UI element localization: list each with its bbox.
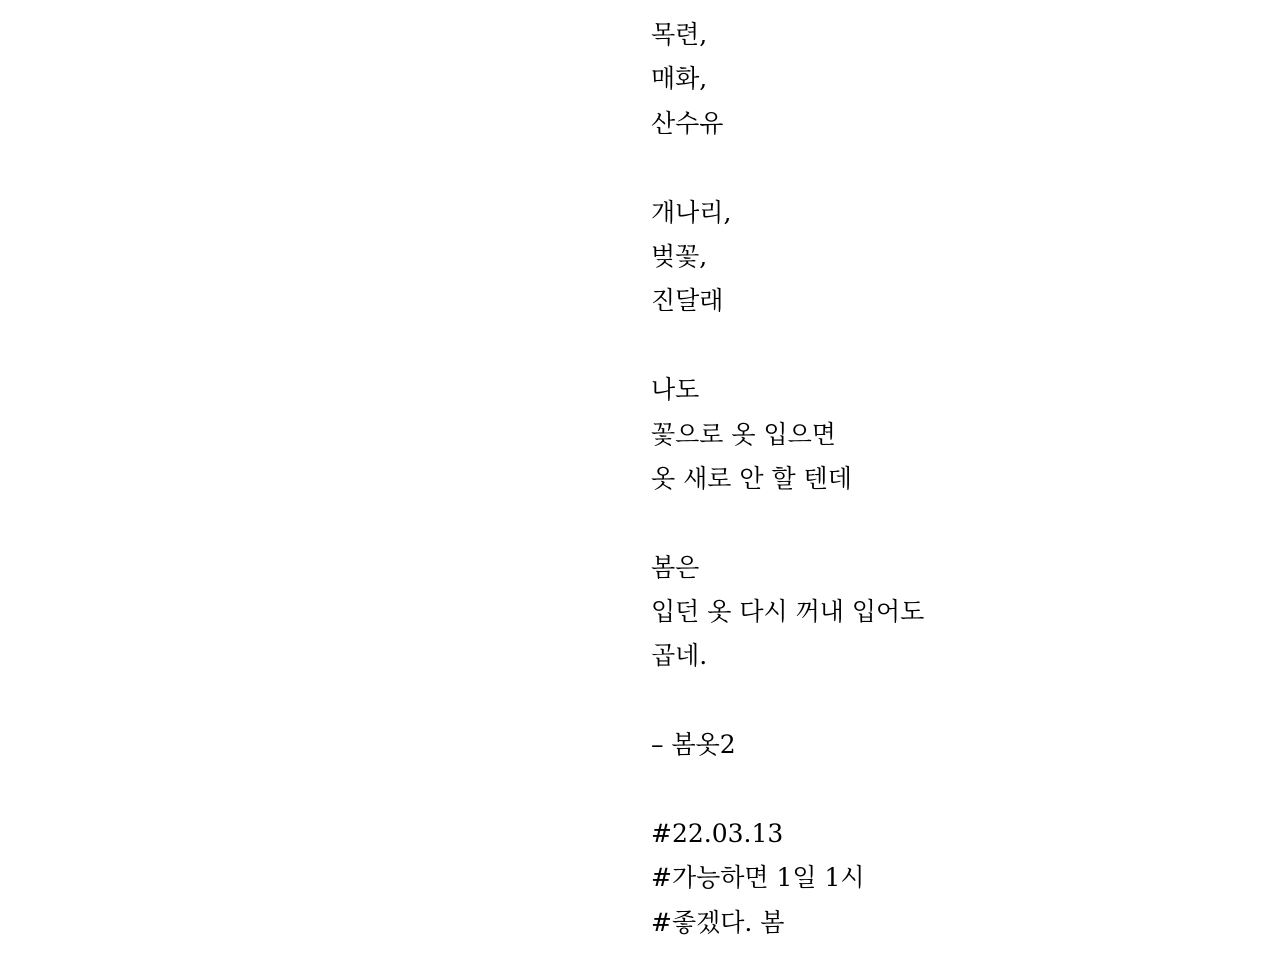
poem-line: 진달래 (651, 286, 724, 316)
poem-line: 산수유 (651, 108, 724, 138)
poem-line: 꽃으로 옷 입으면 (651, 419, 836, 449)
poem-line: 곱네. (651, 641, 708, 671)
blank-line (651, 501, 1251, 545)
blank-line (651, 679, 1251, 723)
poem-line: 개나리, (651, 197, 732, 227)
hashtag: #좋겠다. 봄 (651, 907, 785, 937)
poem-line: 나도 (651, 375, 700, 405)
poem-line: 벚꽃, (651, 241, 708, 271)
poem-line: 입던 옷 다시 꺼내 입어도 (651, 597, 925, 627)
poem-line: 목련, (651, 20, 708, 49)
blank-line (651, 324, 1251, 368)
poem-line: 매화, (651, 64, 708, 94)
blank-line (651, 146, 1251, 190)
poem-line: 봄은 (651, 552, 700, 582)
hashtag-date: #22.03.13 (651, 819, 784, 849)
blank-line (651, 768, 1251, 812)
poem-text (651, 13, 1251, 945)
poem-line: 옷 새로 안 할 텐데 (651, 463, 852, 493)
poem-signature: – 봄옷2 (651, 730, 736, 760)
hashtag: #가능하면 1일 1시 (651, 863, 865, 893)
